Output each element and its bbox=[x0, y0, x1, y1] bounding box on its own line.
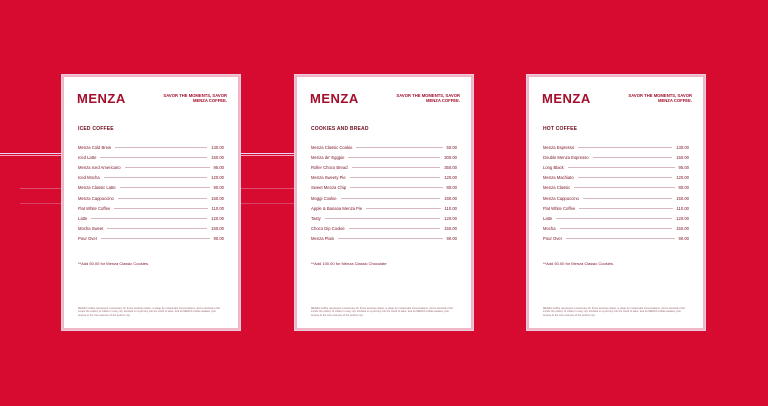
item-price: 300.00 bbox=[444, 154, 457, 160]
leader-line bbox=[114, 208, 207, 209]
item-price: 95.00 bbox=[678, 164, 689, 170]
leader-line bbox=[120, 187, 210, 188]
footer-text: MENZA Coffee represents a sanctuary for those seeking solace, a stage for meaningful conversations, and a sanctuary that invites the artistry of coffee in every sip. Embark on a journey into the world of taste, and let MENZA Coffee awaken your senses to the true essence of the perfect cup. bbox=[543, 307, 685, 317]
menza-logo: MENZA bbox=[310, 91, 359, 106]
item-price: 80.00 bbox=[678, 185, 689, 191]
leader-line bbox=[578, 177, 672, 178]
menu-card-iced-coffee bbox=[62, 75, 240, 330]
item-name: Menza Classic bbox=[543, 185, 571, 191]
menu-item bbox=[78, 224, 224, 234]
menu-item bbox=[543, 234, 689, 244]
item-price: 130.00 bbox=[211, 144, 224, 150]
menu-item bbox=[78, 173, 224, 183]
leader-line bbox=[349, 228, 440, 229]
item-price: 110.00 bbox=[211, 205, 224, 211]
item-name: Pour Over bbox=[78, 236, 98, 242]
menu-item bbox=[78, 193, 224, 203]
leader-line bbox=[356, 147, 442, 148]
item-name: Menza Cappuccino bbox=[543, 195, 579, 201]
leader-line bbox=[115, 147, 207, 148]
menu-item bbox=[311, 173, 457, 183]
leader-line bbox=[338, 238, 442, 239]
item-name: Menza Espresso bbox=[543, 144, 575, 150]
menu-item bbox=[543, 224, 689, 234]
item-name: Menza de' Eggpie bbox=[311, 154, 345, 160]
menu-item bbox=[543, 162, 689, 172]
menu-item bbox=[543, 193, 689, 203]
menu-item bbox=[311, 183, 457, 193]
item-name: Choco Dip Cookie bbox=[311, 226, 345, 232]
item-name: Roller Choco Bread bbox=[311, 164, 348, 170]
leader-line bbox=[104, 177, 208, 178]
leader-line bbox=[125, 167, 210, 168]
add-on-note: **Add 100.00 for Menza Classic Chocolate bbox=[311, 261, 387, 266]
leader-line bbox=[560, 228, 673, 229]
item-name: Flat White Coffee bbox=[78, 205, 111, 211]
menu-item bbox=[543, 152, 689, 162]
leader-line bbox=[350, 187, 442, 188]
menu-card-cookies-and-bread bbox=[295, 75, 473, 330]
item-name: Mocha Sweet bbox=[78, 226, 104, 232]
item-name: Moggi Cookie bbox=[311, 195, 337, 201]
leader-line bbox=[100, 157, 207, 158]
item-name: Latte bbox=[543, 215, 553, 221]
item-name: Menza Classic Cookie bbox=[311, 144, 353, 150]
leader-line bbox=[578, 147, 672, 148]
item-name: Menza Cold Brew bbox=[78, 144, 112, 150]
item-name: Flat White Coffee bbox=[543, 205, 576, 211]
item-price: 90.00 bbox=[446, 236, 457, 242]
item-name: Sweet Menza Chip bbox=[311, 185, 347, 191]
menu-item bbox=[78, 142, 224, 152]
tagline: SAVOR THE MOMENTS, SAVOR MENZA COFFEE. bbox=[163, 93, 227, 103]
item-price: 160.00 bbox=[444, 195, 457, 201]
item-name: Mocha bbox=[543, 226, 556, 232]
item-price: 120.00 bbox=[211, 175, 224, 181]
add-on-note: **Add 50.00 for Menza Classic Cookies. bbox=[78, 261, 149, 266]
item-price: 90.00 bbox=[213, 236, 224, 242]
menu-item bbox=[78, 152, 224, 162]
item-name: Menza Sweety Pie bbox=[311, 175, 346, 181]
tagline: SAVOR THE MOMENTS, SAVOR MENZA COFFEE. bbox=[628, 93, 692, 103]
leader-line bbox=[352, 167, 441, 168]
item-name: Pour Over bbox=[543, 236, 563, 242]
menu-item bbox=[78, 234, 224, 244]
menu-item bbox=[543, 173, 689, 183]
item-price: 150.00 bbox=[211, 226, 224, 232]
leader-line bbox=[366, 208, 440, 209]
item-price: 95.00 bbox=[213, 164, 224, 170]
item-price: 80.00 bbox=[446, 185, 457, 191]
item-name: Tasty bbox=[311, 215, 321, 221]
menu-item bbox=[543, 213, 689, 223]
item-name: Menza Machiato bbox=[543, 175, 574, 181]
menu-item bbox=[311, 152, 457, 162]
item-price: 120.00 bbox=[676, 175, 689, 181]
item-price: 120.00 bbox=[444, 175, 457, 181]
item-price: 90.00 bbox=[678, 236, 689, 242]
section-title: ICED COFFEE bbox=[78, 126, 114, 132]
menu-item bbox=[78, 162, 224, 172]
item-price: 110.00 bbox=[444, 205, 457, 211]
menu-item bbox=[543, 142, 689, 152]
item-name: Menza Plain bbox=[311, 236, 335, 242]
add-on-note: **Add 50.00 for Menza Classic Cookies. bbox=[543, 261, 614, 266]
item-price: 150.00 bbox=[676, 195, 689, 201]
menu-card-hot-coffee bbox=[527, 75, 705, 330]
menu-item bbox=[311, 193, 457, 203]
leader-line bbox=[107, 228, 207, 229]
item-price: 150.00 bbox=[676, 154, 689, 160]
item-price: 110.00 bbox=[676, 205, 689, 211]
leader-line bbox=[91, 218, 207, 219]
item-price: 120.00 bbox=[676, 215, 689, 221]
menu-item bbox=[78, 213, 224, 223]
leader-line bbox=[325, 218, 440, 219]
menu-item bbox=[543, 183, 689, 193]
leader-line bbox=[566, 238, 674, 239]
item-name: Menza Iced Americano bbox=[78, 164, 121, 170]
tagline: SAVOR THE MOMENTS, SAVOR MENZA COFFEE. bbox=[396, 93, 460, 103]
footer-text: MENZA Coffee represents a sanctuary for those seeking solace, a stage for meaningful conversations, and a sanctuary that invites the artistry of coffee in every sip. Embark on a journey into the world of taste, and let MENZA Coffee awaken your senses to the true essence of the perfect cup. bbox=[78, 307, 220, 317]
item-price: 120.00 bbox=[444, 215, 457, 221]
leader-line bbox=[583, 198, 672, 199]
leader-line bbox=[118, 198, 207, 199]
item-name: Apple & Banana Menza Pie bbox=[311, 205, 363, 211]
leader-line bbox=[341, 198, 441, 199]
leader-line bbox=[574, 187, 674, 188]
item-name: Long Black bbox=[543, 164, 564, 170]
menu-item bbox=[311, 234, 457, 244]
menu-list bbox=[78, 142, 224, 244]
item-name: Latte bbox=[78, 215, 88, 221]
item-name: Iced Mocha bbox=[78, 175, 100, 181]
item-name: Iced Latte bbox=[78, 154, 97, 160]
leader-line bbox=[556, 218, 672, 219]
item-price: 50.00 bbox=[446, 144, 457, 150]
footer-text: MENZA Coffee represents a sanctuary for those seeking solace, a stage for meaningful conversations, and a sanctuary that invites the artistry of coffee in every sip. Embark on a journey into the world of taste, and let MENZA Coffee awaken your senses to the true essence of the perfect cup. bbox=[311, 307, 453, 317]
menu-item bbox=[311, 142, 457, 152]
menu-item bbox=[78, 203, 224, 213]
item-price: 90.00 bbox=[213, 185, 224, 191]
leader-line bbox=[568, 167, 675, 168]
menza-logo: MENZA bbox=[77, 91, 126, 106]
menu-item bbox=[311, 213, 457, 223]
item-price: 120.00 bbox=[211, 215, 224, 221]
menu-item bbox=[543, 203, 689, 213]
leader-line bbox=[593, 157, 673, 158]
item-price: 150.00 bbox=[444, 226, 457, 232]
menu-item bbox=[78, 183, 224, 193]
menza-logo: MENZA bbox=[542, 91, 591, 106]
menu-item bbox=[311, 203, 457, 213]
leader-line bbox=[579, 208, 672, 209]
item-price: 150.00 bbox=[676, 226, 689, 232]
item-name: Double Menza Espresso bbox=[543, 154, 589, 160]
menu-list bbox=[543, 142, 689, 244]
item-price: 350.00 bbox=[444, 164, 457, 170]
menu-item bbox=[311, 162, 457, 172]
leader-line bbox=[348, 157, 440, 158]
leader-line bbox=[350, 177, 441, 178]
section-title: COOKIES AND BREAD bbox=[311, 126, 369, 132]
menu-list bbox=[311, 142, 457, 244]
section-title: HOT COFFEE bbox=[543, 126, 578, 132]
item-price: 150.00 bbox=[211, 154, 224, 160]
item-price: 150.00 bbox=[211, 195, 224, 201]
leader-line bbox=[101, 238, 209, 239]
menu-item bbox=[311, 224, 457, 234]
item-name: Menza Cappuccino bbox=[78, 195, 114, 201]
item-name: Menza Classic Latte bbox=[78, 185, 116, 191]
item-price: 130.00 bbox=[676, 144, 689, 150]
